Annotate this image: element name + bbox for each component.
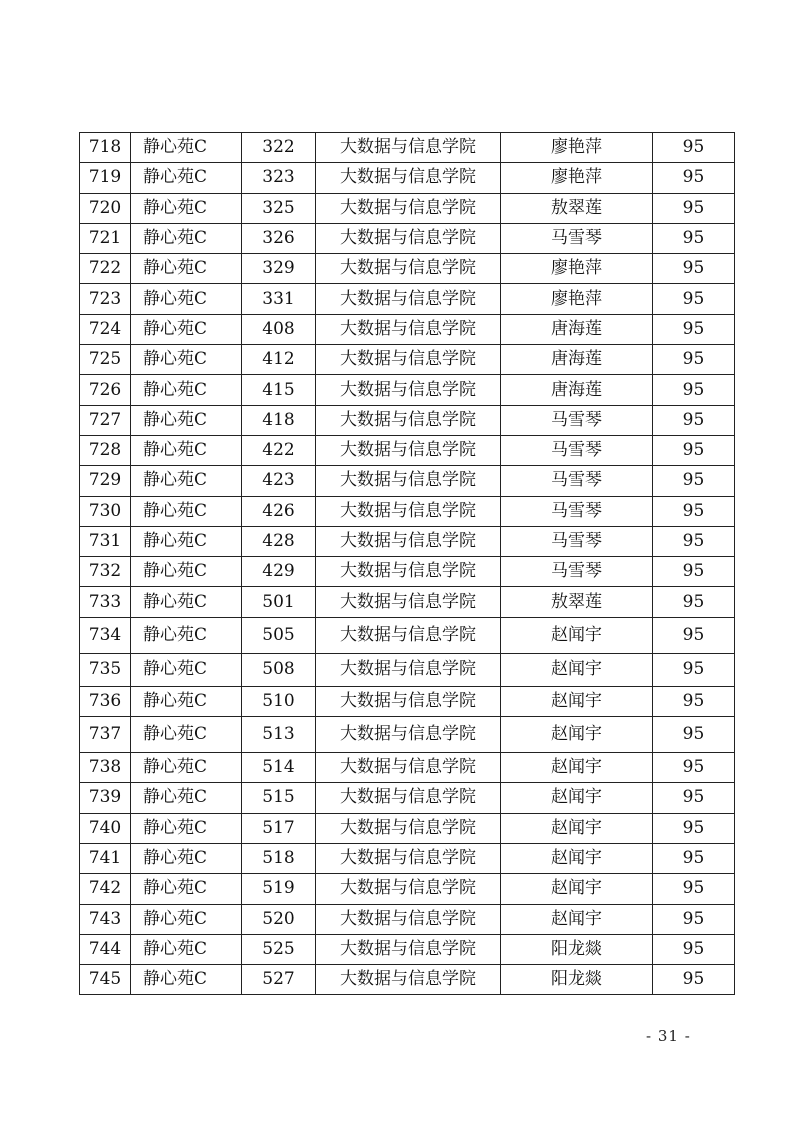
score: 95: [653, 557, 735, 587]
college-name: 大数据与信息学院: [316, 284, 501, 314]
score: 95: [653, 965, 735, 995]
row-number: 735: [80, 653, 131, 686]
college-name: 大数据与信息学院: [316, 686, 501, 716]
building-name: 静心苑C: [131, 587, 242, 617]
score: 95: [653, 717, 735, 753]
table-row: [80, 133, 735, 163]
table-row: [80, 254, 735, 284]
person-name: 廖艳萍: [501, 284, 653, 314]
room-number: 514: [242, 753, 316, 783]
building-name: 静心苑C: [131, 753, 242, 783]
dormitory-score-table: [79, 132, 735, 995]
person-name: 廖艳萍: [501, 163, 653, 193]
table-row: [80, 375, 735, 405]
row-number: 739: [80, 783, 131, 813]
score: 95: [653, 193, 735, 223]
room-number: 525: [242, 934, 316, 964]
row-number: 740: [80, 813, 131, 843]
person-name: 赵闻宇: [501, 904, 653, 934]
college-name: 大数据与信息学院: [316, 345, 501, 375]
person-name: 赵闻宇: [501, 653, 653, 686]
room-number: 505: [242, 617, 316, 653]
row-number: 741: [80, 843, 131, 873]
college-name: 大数据与信息学院: [316, 496, 501, 526]
college-name: 大数据与信息学院: [316, 314, 501, 344]
room-number: 418: [242, 405, 316, 435]
room-number: 519: [242, 874, 316, 904]
building-name: 静心苑C: [131, 904, 242, 934]
row-number: 731: [80, 526, 131, 556]
table-row: [80, 526, 735, 556]
table-row: [80, 557, 735, 587]
building-name: 静心苑C: [131, 163, 242, 193]
room-number: 325: [242, 193, 316, 223]
person-name: 廖艳萍: [501, 133, 653, 163]
room-number: 415: [242, 375, 316, 405]
person-name: 赵闻宇: [501, 783, 653, 813]
score: 95: [653, 904, 735, 934]
building-name: 静心苑C: [131, 965, 242, 995]
college-name: 大数据与信息学院: [316, 375, 501, 405]
score: 95: [653, 587, 735, 617]
building-name: 静心苑C: [131, 526, 242, 556]
row-number: 727: [80, 405, 131, 435]
room-number: 426: [242, 496, 316, 526]
score: 95: [653, 435, 735, 465]
row-number: 726: [80, 375, 131, 405]
table-row: [80, 904, 735, 934]
row-number: 732: [80, 557, 131, 587]
score: 95: [653, 345, 735, 375]
score: 95: [653, 653, 735, 686]
table-row: [80, 717, 735, 753]
building-name: 静心苑C: [131, 813, 242, 843]
score: 95: [653, 843, 735, 873]
building-name: 静心苑C: [131, 874, 242, 904]
person-name: 马雪琴: [501, 557, 653, 587]
score: 95: [653, 466, 735, 496]
person-name: 赵闻宇: [501, 753, 653, 783]
table-row: [80, 653, 735, 686]
person-name: 赵闻宇: [501, 843, 653, 873]
room-number: 517: [242, 813, 316, 843]
person-name: 阳龙燚: [501, 934, 653, 964]
room-number: 422: [242, 435, 316, 465]
person-name: 敖翠莲: [501, 587, 653, 617]
table-row: [80, 874, 735, 904]
score: 95: [653, 254, 735, 284]
score: 95: [653, 133, 735, 163]
building-name: 静心苑C: [131, 435, 242, 465]
building-name: 静心苑C: [131, 405, 242, 435]
college-name: 大数据与信息学院: [316, 617, 501, 653]
table-row: [80, 753, 735, 783]
building-name: 静心苑C: [131, 934, 242, 964]
table-row: [80, 223, 735, 253]
row-number: 724: [80, 314, 131, 344]
room-number: 513: [242, 717, 316, 753]
building-name: 静心苑C: [131, 375, 242, 405]
building-name: 静心苑C: [131, 617, 242, 653]
building-name: 静心苑C: [131, 193, 242, 223]
row-number: 729: [80, 466, 131, 496]
person-name: 唐海莲: [501, 345, 653, 375]
table-row: [80, 435, 735, 465]
table-body: [80, 133, 735, 995]
college-name: 大数据与信息学院: [316, 653, 501, 686]
row-number: 745: [80, 965, 131, 995]
row-number: 742: [80, 874, 131, 904]
score: 95: [653, 934, 735, 964]
page-number: - 31 -: [646, 1027, 691, 1045]
row-number: 725: [80, 345, 131, 375]
table-row: [80, 466, 735, 496]
score: 95: [653, 813, 735, 843]
score: 95: [653, 686, 735, 716]
person-name: 马雪琴: [501, 466, 653, 496]
row-number: 737: [80, 717, 131, 753]
row-number: 721: [80, 223, 131, 253]
person-name: 马雪琴: [501, 435, 653, 465]
room-number: 423: [242, 466, 316, 496]
building-name: 静心苑C: [131, 783, 242, 813]
building-name: 静心苑C: [131, 653, 242, 686]
room-number: 408: [242, 314, 316, 344]
row-number: 730: [80, 496, 131, 526]
person-name: 唐海莲: [501, 314, 653, 344]
college-name: 大数据与信息学院: [316, 526, 501, 556]
room-number: 326: [242, 223, 316, 253]
table-row: [80, 843, 735, 873]
college-name: 大数据与信息学院: [316, 193, 501, 223]
table-row: [80, 965, 735, 995]
row-number: 744: [80, 934, 131, 964]
college-name: 大数据与信息学院: [316, 874, 501, 904]
college-name: 大数据与信息学院: [316, 466, 501, 496]
building-name: 静心苑C: [131, 717, 242, 753]
score: 95: [653, 163, 735, 193]
score: 95: [653, 284, 735, 314]
table-row: [80, 934, 735, 964]
person-name: 廖艳萍: [501, 254, 653, 284]
building-name: 静心苑C: [131, 686, 242, 716]
person-name: 阳龙燚: [501, 965, 653, 995]
room-number: 331: [242, 284, 316, 314]
room-number: 323: [242, 163, 316, 193]
building-name: 静心苑C: [131, 843, 242, 873]
person-name: 马雪琴: [501, 526, 653, 556]
row-number: 728: [80, 435, 131, 465]
person-name: 赵闻宇: [501, 874, 653, 904]
college-name: 大数据与信息学院: [316, 783, 501, 813]
college-name: 大数据与信息学院: [316, 934, 501, 964]
table-row: [80, 686, 735, 716]
building-name: 静心苑C: [131, 314, 242, 344]
row-number: 722: [80, 254, 131, 284]
score: 95: [653, 526, 735, 556]
college-name: 大数据与信息学院: [316, 843, 501, 873]
college-name: 大数据与信息学院: [316, 254, 501, 284]
college-name: 大数据与信息学院: [316, 587, 501, 617]
room-number: 527: [242, 965, 316, 995]
table-row: [80, 163, 735, 193]
person-name: 马雪琴: [501, 223, 653, 253]
room-number: 508: [242, 653, 316, 686]
row-number: 736: [80, 686, 131, 716]
row-number: 719: [80, 163, 131, 193]
building-name: 静心苑C: [131, 254, 242, 284]
college-name: 大数据与信息学院: [316, 753, 501, 783]
college-name: 大数据与信息学院: [316, 223, 501, 253]
college-name: 大数据与信息学院: [316, 813, 501, 843]
building-name: 静心苑C: [131, 496, 242, 526]
table-row: [80, 813, 735, 843]
room-number: 510: [242, 686, 316, 716]
score: 95: [653, 375, 735, 405]
person-name: 赵闻宇: [501, 813, 653, 843]
college-name: 大数据与信息学院: [316, 904, 501, 934]
college-name: 大数据与信息学院: [316, 405, 501, 435]
score: 95: [653, 753, 735, 783]
table-row: [80, 314, 735, 344]
person-name: 马雪琴: [501, 496, 653, 526]
score: 95: [653, 314, 735, 344]
table-row: [80, 405, 735, 435]
person-name: 唐海莲: [501, 375, 653, 405]
college-name: 大数据与信息学院: [316, 133, 501, 163]
room-number: 322: [242, 133, 316, 163]
row-number: 734: [80, 617, 131, 653]
person-name: 赵闻宇: [501, 617, 653, 653]
room-number: 501: [242, 587, 316, 617]
person-name: 马雪琴: [501, 405, 653, 435]
row-number: 743: [80, 904, 131, 934]
room-number: 515: [242, 783, 316, 813]
building-name: 静心苑C: [131, 345, 242, 375]
table-row: [80, 284, 735, 314]
room-number: 518: [242, 843, 316, 873]
table-row: [80, 496, 735, 526]
room-number: 412: [242, 345, 316, 375]
college-name: 大数据与信息学院: [316, 717, 501, 753]
room-number: 329: [242, 254, 316, 284]
building-name: 静心苑C: [131, 223, 242, 253]
building-name: 静心苑C: [131, 557, 242, 587]
row-number: 720: [80, 193, 131, 223]
score: 95: [653, 496, 735, 526]
row-number: 733: [80, 587, 131, 617]
college-name: 大数据与信息学院: [316, 557, 501, 587]
score: 95: [653, 783, 735, 813]
college-name: 大数据与信息学院: [316, 965, 501, 995]
table-row: [80, 345, 735, 375]
row-number: 738: [80, 753, 131, 783]
person-name: 敖翠莲: [501, 193, 653, 223]
row-number: 718: [80, 133, 131, 163]
score: 95: [653, 223, 735, 253]
table-row: [80, 193, 735, 223]
room-number: 520: [242, 904, 316, 934]
person-name: 赵闻宇: [501, 717, 653, 753]
room-number: 429: [242, 557, 316, 587]
table-row: [80, 617, 735, 653]
score: 95: [653, 617, 735, 653]
college-name: 大数据与信息学院: [316, 435, 501, 465]
table-row: [80, 783, 735, 813]
college-name: 大数据与信息学院: [316, 163, 501, 193]
building-name: 静心苑C: [131, 466, 242, 496]
person-name: 赵闻宇: [501, 686, 653, 716]
table-row: [80, 587, 735, 617]
row-number: 723: [80, 284, 131, 314]
score: 95: [653, 405, 735, 435]
score: 95: [653, 874, 735, 904]
building-name: 静心苑C: [131, 133, 242, 163]
building-name: 静心苑C: [131, 284, 242, 314]
room-number: 428: [242, 526, 316, 556]
